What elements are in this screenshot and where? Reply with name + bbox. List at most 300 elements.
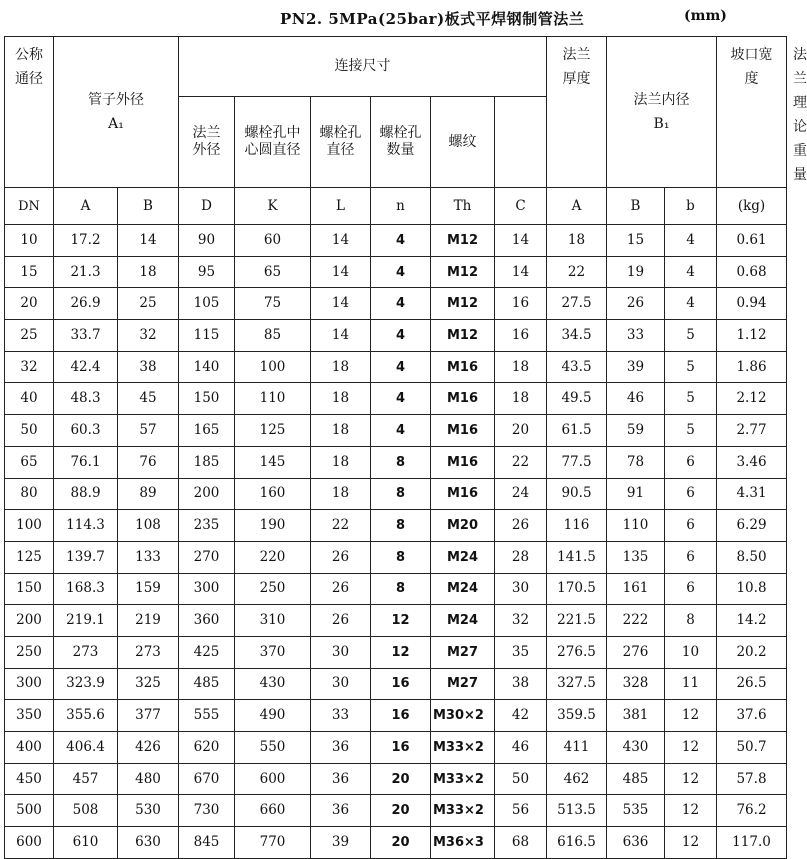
cell-pipe-a: 457 bbox=[54, 763, 118, 795]
cell-id-a: 327.5 bbox=[547, 668, 607, 700]
header-dn: DN bbox=[5, 188, 54, 225]
cell-thread: M33×2 bbox=[431, 763, 495, 795]
table-row bbox=[5, 478, 787, 510]
cell-dn: 400 bbox=[5, 732, 54, 764]
cell-id-a: 90.5 bbox=[547, 478, 607, 510]
cell-thickness: 16 bbox=[495, 288, 547, 320]
cell-bolt-count: 12 bbox=[371, 605, 431, 637]
cell-thickness: 35 bbox=[495, 636, 547, 668]
header-d: D bbox=[179, 188, 235, 225]
cell-pipe-a: 76.1 bbox=[54, 446, 118, 478]
cell-bevel: 5 bbox=[665, 383, 717, 415]
cell-pipe-a: 114.3 bbox=[54, 510, 118, 542]
cell-id-a: 411 bbox=[547, 732, 607, 764]
cell-pipe-b: 38 bbox=[118, 351, 179, 383]
cell-dn: 250 bbox=[5, 636, 54, 668]
cell-bevel: 6 bbox=[665, 478, 717, 510]
cell-pipe-b: 480 bbox=[118, 763, 179, 795]
cell-id-a: 18 bbox=[547, 225, 607, 257]
cell-id-a: 221.5 bbox=[547, 605, 607, 637]
cell-bolt-count: 20 bbox=[371, 763, 431, 795]
cell-thickness: 38 bbox=[495, 668, 547, 700]
cell-bevel: 5 bbox=[665, 415, 717, 447]
cell-bolt-circle: 100 bbox=[235, 351, 311, 383]
table-row bbox=[5, 351, 787, 383]
cell-id-b: 430 bbox=[607, 732, 665, 764]
cell-pipe-b: 76 bbox=[118, 446, 179, 478]
cell-flange-od: 200 bbox=[179, 478, 235, 510]
table-row bbox=[5, 827, 787, 859]
cell-bolt-circle: 550 bbox=[235, 732, 311, 764]
table-title: PN2. 5MPa(25bar)板式平焊钢制管法兰 bbox=[280, 10, 585, 28]
cell-weight: 0.61 bbox=[717, 225, 787, 257]
cell-weight: 0.94 bbox=[717, 288, 787, 320]
cell-bolt-circle: 370 bbox=[235, 636, 311, 668]
cell-id-a: 170.5 bbox=[547, 573, 607, 605]
cell-thread: M16 bbox=[431, 446, 495, 478]
header-pipe-od bbox=[54, 37, 179, 188]
cell-bolt-count: 4 bbox=[371, 288, 431, 320]
cell-pipe-a: 610 bbox=[54, 827, 118, 859]
cell-bolt-circle: 65 bbox=[235, 256, 311, 288]
cell-dn: 32 bbox=[5, 351, 54, 383]
cell-thickness: 30 bbox=[495, 573, 547, 605]
cell-id-a: 77.5 bbox=[547, 446, 607, 478]
cell-bolt-circle: 60 bbox=[235, 225, 311, 257]
cell-flange-od: 485 bbox=[179, 668, 235, 700]
cell-thread: M20 bbox=[431, 510, 495, 542]
cell-id-b: 59 bbox=[607, 415, 665, 447]
table-body bbox=[5, 225, 787, 859]
cell-bolt-circle: 75 bbox=[235, 288, 311, 320]
header-kg: (kg) bbox=[717, 188, 787, 225]
cell-bolt-hole: 30 bbox=[311, 636, 371, 668]
cell-id-b: 33 bbox=[607, 320, 665, 352]
cell-bolt-hole: 14 bbox=[311, 225, 371, 257]
cell-weight: 14.2 bbox=[717, 605, 787, 637]
cell-pipe-a: 508 bbox=[54, 795, 118, 827]
header-bev: b bbox=[665, 188, 717, 225]
cell-bolt-count: 20 bbox=[371, 795, 431, 827]
cell-bolt-hole: 14 bbox=[311, 320, 371, 352]
header-bolt-hole-dia: 螺栓孔直径 bbox=[311, 97, 371, 188]
cell-flange-od: 300 bbox=[179, 573, 235, 605]
cell-bevel: 6 bbox=[665, 446, 717, 478]
cell-weight: 3.46 bbox=[717, 446, 787, 478]
cell-pipe-a: 88.9 bbox=[54, 478, 118, 510]
cell-pipe-b: 159 bbox=[118, 573, 179, 605]
cell-pipe-b: 325 bbox=[118, 668, 179, 700]
cell-bolt-count: 16 bbox=[371, 700, 431, 732]
cell-pipe-b: 219 bbox=[118, 605, 179, 637]
cell-bevel: 6 bbox=[665, 510, 717, 542]
cell-flange-od: 670 bbox=[179, 763, 235, 795]
cell-weight: 10.8 bbox=[717, 573, 787, 605]
table-row bbox=[5, 668, 787, 700]
cell-bevel: 4 bbox=[665, 288, 717, 320]
cell-dn: 300 bbox=[5, 668, 54, 700]
cell-weight: 1.12 bbox=[717, 320, 787, 352]
header-pipe-od-symbol: A₁ bbox=[108, 116, 124, 132]
cell-thickness: 32 bbox=[495, 605, 547, 637]
cell-thickness: 22 bbox=[495, 446, 547, 478]
cell-id-a: 61.5 bbox=[547, 415, 607, 447]
cell-id-b: 636 bbox=[607, 827, 665, 859]
cell-id-a: 34.5 bbox=[547, 320, 607, 352]
cell-pipe-a: 26.9 bbox=[54, 288, 118, 320]
header-l: L bbox=[311, 188, 371, 225]
cell-pipe-a: 48.3 bbox=[54, 383, 118, 415]
cell-dn: 15 bbox=[5, 256, 54, 288]
cell-bolt-count: 4 bbox=[371, 383, 431, 415]
cell-id-a: 27.5 bbox=[547, 288, 607, 320]
cell-thread: M16 bbox=[431, 351, 495, 383]
cell-id-b: 485 bbox=[607, 763, 665, 795]
cell-bolt-circle: 220 bbox=[235, 541, 311, 573]
cell-id-b: 535 bbox=[607, 795, 665, 827]
cell-dn: 10 bbox=[5, 225, 54, 257]
cell-flange-od: 555 bbox=[179, 700, 235, 732]
header-b2: B bbox=[607, 188, 665, 225]
cell-pipe-b: 89 bbox=[118, 478, 179, 510]
cell-id-a: 513.5 bbox=[547, 795, 607, 827]
cell-pipe-b: 18 bbox=[118, 256, 179, 288]
cell-id-b: 91 bbox=[607, 478, 665, 510]
cell-thread: M33×2 bbox=[431, 732, 495, 764]
cell-dn: 25 bbox=[5, 320, 54, 352]
cell-thickness: 68 bbox=[495, 827, 547, 859]
cell-weight: 20.2 bbox=[717, 636, 787, 668]
table-row bbox=[5, 256, 787, 288]
cell-dn: 80 bbox=[5, 478, 54, 510]
cell-pipe-b: 530 bbox=[118, 795, 179, 827]
cell-bolt-hole: 36 bbox=[311, 795, 371, 827]
header-c: C bbox=[495, 188, 547, 225]
cell-pipe-a: 17.2 bbox=[54, 225, 118, 257]
cell-id-b: 78 bbox=[607, 446, 665, 478]
cell-bevel: 12 bbox=[665, 795, 717, 827]
table-row bbox=[5, 446, 787, 478]
cell-pipe-b: 377 bbox=[118, 700, 179, 732]
cell-bevel: 5 bbox=[665, 351, 717, 383]
header-bolt-circle: 螺栓孔中心圆直径 bbox=[235, 97, 311, 188]
cell-bevel: 5 bbox=[665, 320, 717, 352]
cell-id-a: 43.5 bbox=[547, 351, 607, 383]
table-row bbox=[5, 510, 787, 542]
cell-bolt-count: 8 bbox=[371, 573, 431, 605]
header-connection: 连接尺寸 bbox=[179, 37, 547, 97]
cell-pipe-a: 42.4 bbox=[54, 351, 118, 383]
cell-thickness: 50 bbox=[495, 763, 547, 795]
cell-dn: 20 bbox=[5, 288, 54, 320]
cell-pipe-a: 139.7 bbox=[54, 541, 118, 573]
cell-thickness: 18 bbox=[495, 351, 547, 383]
cell-id-b: 328 bbox=[607, 668, 665, 700]
header-b: B bbox=[118, 188, 179, 225]
cell-bolt-circle: 310 bbox=[235, 605, 311, 637]
cell-bolt-count: 8 bbox=[371, 446, 431, 478]
cell-thickness: 56 bbox=[495, 795, 547, 827]
cell-bolt-circle: 190 bbox=[235, 510, 311, 542]
cell-bolt-circle: 85 bbox=[235, 320, 311, 352]
header-thread: 螺纹 bbox=[431, 97, 495, 188]
cell-bolt-hole: 14 bbox=[311, 256, 371, 288]
cell-thread: M12 bbox=[431, 320, 495, 352]
header-thickness: 法兰厚度 bbox=[547, 37, 607, 188]
cell-dn: 500 bbox=[5, 795, 54, 827]
cell-flange-od: 620 bbox=[179, 732, 235, 764]
cell-id-a: 359.5 bbox=[547, 700, 607, 732]
cell-id-b: 26 bbox=[607, 288, 665, 320]
cell-pipe-b: 108 bbox=[118, 510, 179, 542]
cell-dn: 100 bbox=[5, 510, 54, 542]
cell-bolt-hole: 18 bbox=[311, 351, 371, 383]
cell-bolt-count: 4 bbox=[371, 256, 431, 288]
header-flange-od: 法兰外径 bbox=[179, 97, 235, 188]
cell-flange-od: 845 bbox=[179, 827, 235, 859]
cell-thread: M24 bbox=[431, 605, 495, 637]
table-row bbox=[5, 636, 787, 668]
header-flange-id bbox=[607, 37, 717, 188]
cell-thread: M16 bbox=[431, 415, 495, 447]
cell-flange-od: 360 bbox=[179, 605, 235, 637]
cell-dn: 450 bbox=[5, 763, 54, 795]
header-a: A bbox=[54, 188, 118, 225]
cell-thickness: 14 bbox=[495, 225, 547, 257]
cell-bolt-hole: 14 bbox=[311, 288, 371, 320]
cell-pipe-a: 406.4 bbox=[54, 732, 118, 764]
cell-bevel: 6 bbox=[665, 541, 717, 573]
cell-bolt-hole: 26 bbox=[311, 541, 371, 573]
title-row bbox=[0, 4, 790, 34]
cell-thickness: 24 bbox=[495, 478, 547, 510]
cell-thread: M16 bbox=[431, 383, 495, 415]
table-row bbox=[5, 541, 787, 573]
cell-weight: 4.31 bbox=[717, 478, 787, 510]
header-flange-id-label: 法兰内径 bbox=[633, 92, 690, 108]
cell-pipe-a: 273 bbox=[54, 636, 118, 668]
cell-id-a: 49.5 bbox=[547, 383, 607, 415]
cell-bolt-circle: 125 bbox=[235, 415, 311, 447]
cell-pipe-a: 33.7 bbox=[54, 320, 118, 352]
cell-thread: M27 bbox=[431, 668, 495, 700]
cell-thickness: 26 bbox=[495, 510, 547, 542]
cell-bolt-circle: 770 bbox=[235, 827, 311, 859]
cell-bevel: 4 bbox=[665, 225, 717, 257]
cell-bevel: 10 bbox=[665, 636, 717, 668]
header-bevel: 坡口宽度 bbox=[717, 37, 787, 188]
cell-dn: 125 bbox=[5, 541, 54, 573]
cell-weight: 57.8 bbox=[717, 763, 787, 795]
cell-weight: 8.50 bbox=[717, 541, 787, 573]
cell-bevel: 12 bbox=[665, 700, 717, 732]
cell-bolt-circle: 430 bbox=[235, 668, 311, 700]
cell-bolt-hole: 22 bbox=[311, 510, 371, 542]
cell-bolt-count: 8 bbox=[371, 510, 431, 542]
cell-flange-od: 730 bbox=[179, 795, 235, 827]
table-row bbox=[5, 320, 787, 352]
cell-bolt-hole: 18 bbox=[311, 446, 371, 478]
cell-thickness: 20 bbox=[495, 415, 547, 447]
cell-id-a: 141.5 bbox=[547, 541, 607, 573]
cell-dn: 40 bbox=[5, 383, 54, 415]
cell-thread: M16 bbox=[431, 478, 495, 510]
table-row bbox=[5, 225, 787, 257]
cell-flange-od: 90 bbox=[179, 225, 235, 257]
table-row bbox=[5, 795, 787, 827]
cell-bevel: 12 bbox=[665, 763, 717, 795]
flange-table bbox=[4, 36, 807, 859]
cell-flange-od: 95 bbox=[179, 256, 235, 288]
cell-bevel: 11 bbox=[665, 668, 717, 700]
cell-thread: M12 bbox=[431, 288, 495, 320]
cell-thickness: 42 bbox=[495, 700, 547, 732]
cell-bolt-hole: 18 bbox=[311, 383, 371, 415]
cell-flange-od: 235 bbox=[179, 510, 235, 542]
cell-flange-od: 105 bbox=[179, 288, 235, 320]
cell-flange-od: 425 bbox=[179, 636, 235, 668]
table-row bbox=[5, 573, 787, 605]
cell-bolt-circle: 490 bbox=[235, 700, 311, 732]
cell-bolt-hole: 36 bbox=[311, 732, 371, 764]
cell-flange-od: 115 bbox=[179, 320, 235, 352]
cell-bolt-hole: 39 bbox=[311, 827, 371, 859]
table-row bbox=[5, 605, 787, 637]
header-th: Th bbox=[431, 188, 495, 225]
cell-bolt-hole: 30 bbox=[311, 668, 371, 700]
cell-weight: 117.0 bbox=[717, 827, 787, 859]
header-bolt-count: 螺栓孔数量 bbox=[371, 97, 431, 188]
cell-bolt-count: 20 bbox=[371, 827, 431, 859]
cell-dn: 350 bbox=[5, 700, 54, 732]
cell-id-b: 222 bbox=[607, 605, 665, 637]
cell-thread: M33×2 bbox=[431, 795, 495, 827]
cell-id-a: 276.5 bbox=[547, 636, 607, 668]
table-row bbox=[5, 383, 787, 415]
cell-id-b: 15 bbox=[607, 225, 665, 257]
cell-bolt-count: 4 bbox=[371, 320, 431, 352]
table-row bbox=[5, 288, 787, 320]
cell-thickness: 16 bbox=[495, 320, 547, 352]
cell-dn: 65 bbox=[5, 446, 54, 478]
cell-pipe-a: 355.6 bbox=[54, 700, 118, 732]
cell-id-b: 135 bbox=[607, 541, 665, 573]
cell-weight: 2.77 bbox=[717, 415, 787, 447]
cell-thickness: 28 bbox=[495, 541, 547, 573]
cell-bolt-circle: 660 bbox=[235, 795, 311, 827]
cell-bolt-hole: 18 bbox=[311, 415, 371, 447]
cell-thread: M12 bbox=[431, 225, 495, 257]
cell-pipe-b: 426 bbox=[118, 732, 179, 764]
cell-weight: 0.68 bbox=[717, 256, 787, 288]
cell-bolt-circle: 110 bbox=[235, 383, 311, 415]
cell-bolt-count: 16 bbox=[371, 732, 431, 764]
cell-bolt-circle: 160 bbox=[235, 478, 311, 510]
cell-pipe-b: 57 bbox=[118, 415, 179, 447]
cell-id-b: 46 bbox=[607, 383, 665, 415]
cell-dn: 50 bbox=[5, 415, 54, 447]
cell-flange-od: 270 bbox=[179, 541, 235, 573]
cell-id-b: 381 bbox=[607, 700, 665, 732]
header-pipe-od-label: 管子外径 bbox=[88, 92, 144, 108]
cell-weight: 1.86 bbox=[717, 351, 787, 383]
cell-weight: 6.29 bbox=[717, 510, 787, 542]
cell-id-a: 22 bbox=[547, 256, 607, 288]
cell-bolt-count: 12 bbox=[371, 636, 431, 668]
cell-bolt-circle: 145 bbox=[235, 446, 311, 478]
cell-dn: 200 bbox=[5, 605, 54, 637]
cell-dn: 600 bbox=[5, 827, 54, 859]
cell-pipe-b: 25 bbox=[118, 288, 179, 320]
cell-bevel: 8 bbox=[665, 605, 717, 637]
cell-pipe-b: 630 bbox=[118, 827, 179, 859]
cell-thread: M24 bbox=[431, 541, 495, 573]
cell-pipe-a: 168.3 bbox=[54, 573, 118, 605]
cell-id-b: 19 bbox=[607, 256, 665, 288]
cell-thickness: 46 bbox=[495, 732, 547, 764]
table-row bbox=[5, 700, 787, 732]
cell-pipe-b: 32 bbox=[118, 320, 179, 352]
cell-weight: 2.12 bbox=[717, 383, 787, 415]
header-a2: A bbox=[547, 188, 607, 225]
cell-bolt-hole: 26 bbox=[311, 573, 371, 605]
cell-id-a: 462 bbox=[547, 763, 607, 795]
cell-pipe-b: 133 bbox=[118, 541, 179, 573]
cell-bolt-hole: 36 bbox=[311, 763, 371, 795]
cell-pipe-b: 14 bbox=[118, 225, 179, 257]
cell-bolt-count: 16 bbox=[371, 668, 431, 700]
cell-flange-od: 140 bbox=[179, 351, 235, 383]
header-flange-id-symbol: B₁ bbox=[653, 116, 670, 132]
cell-thread: M36×3 bbox=[431, 827, 495, 859]
cell-pipe-a: 323.9 bbox=[54, 668, 118, 700]
cell-id-b: 276 bbox=[607, 636, 665, 668]
cell-id-b: 39 bbox=[607, 351, 665, 383]
cell-weight: 26.5 bbox=[717, 668, 787, 700]
cell-dn: 150 bbox=[5, 573, 54, 605]
cell-pipe-a: 60.3 bbox=[54, 415, 118, 447]
cell-bevel: 12 bbox=[665, 732, 717, 764]
header-n: n bbox=[371, 188, 431, 225]
header-nominal: 公称通径 bbox=[5, 37, 54, 188]
cell-id-a: 616.5 bbox=[547, 827, 607, 859]
cell-bolt-count: 8 bbox=[371, 478, 431, 510]
cell-bolt-circle: 250 bbox=[235, 573, 311, 605]
cell-flange-od: 150 bbox=[179, 383, 235, 415]
cell-pipe-b: 273 bbox=[118, 636, 179, 668]
unit-label: (mm) bbox=[684, 8, 727, 24]
cell-flange-od: 185 bbox=[179, 446, 235, 478]
cell-thread: M24 bbox=[431, 573, 495, 605]
cell-id-b: 110 bbox=[607, 510, 665, 542]
cell-bolt-count: 4 bbox=[371, 351, 431, 383]
cell-id-a: 116 bbox=[547, 510, 607, 542]
cell-bolt-count: 4 bbox=[371, 415, 431, 447]
cell-pipe-a: 21.3 bbox=[54, 256, 118, 288]
cell-bolt-hole: 33 bbox=[311, 700, 371, 732]
cell-weight: 37.6 bbox=[717, 700, 787, 732]
cell-flange-od: 165 bbox=[179, 415, 235, 447]
cell-bevel: 4 bbox=[665, 256, 717, 288]
cell-thickness: 14 bbox=[495, 256, 547, 288]
cell-bolt-count: 4 bbox=[371, 225, 431, 257]
cell-thread: M27 bbox=[431, 636, 495, 668]
table-row bbox=[5, 763, 787, 795]
header-k: K bbox=[235, 188, 311, 225]
cell-pipe-b: 45 bbox=[118, 383, 179, 415]
cell-thickness: 18 bbox=[495, 383, 547, 415]
cell-bevel: 6 bbox=[665, 573, 717, 605]
